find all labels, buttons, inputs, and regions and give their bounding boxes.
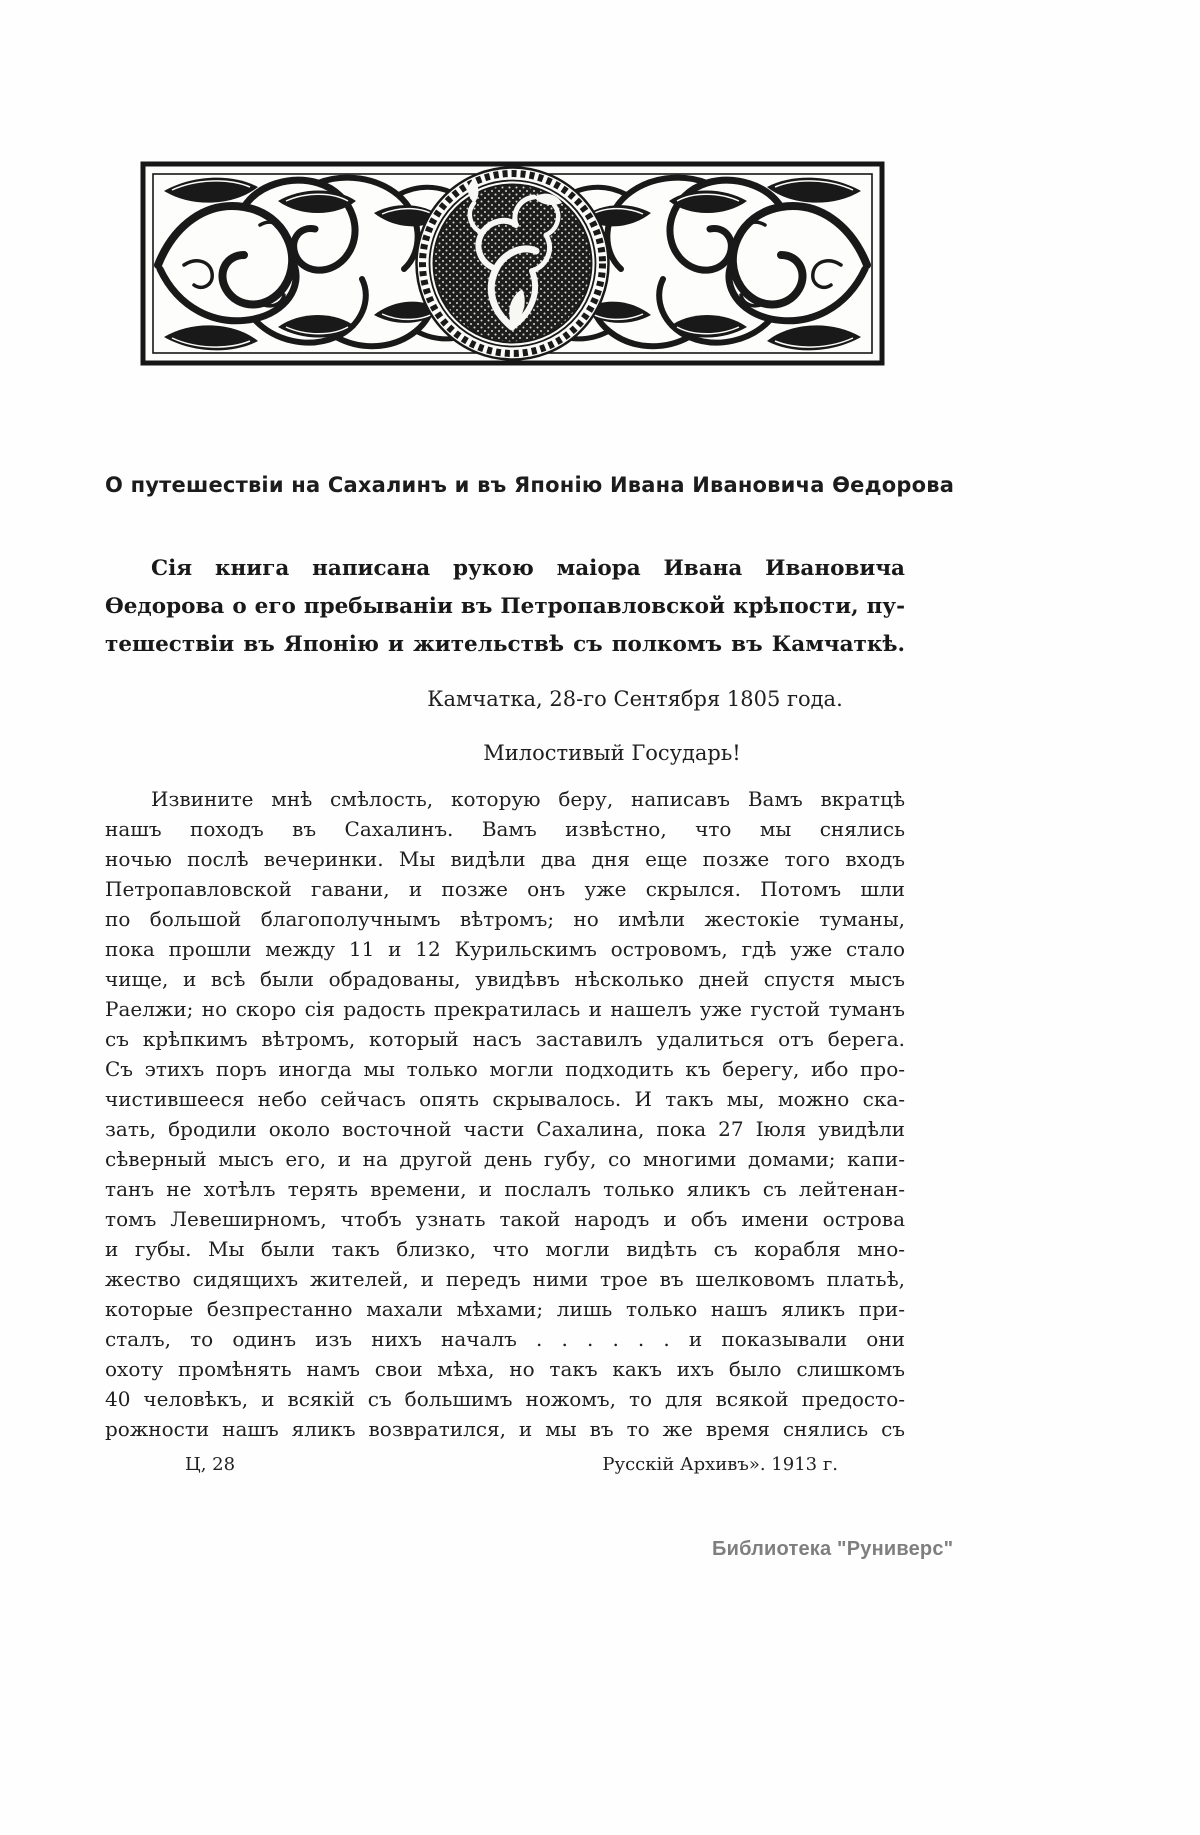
dateline: Камчатка, 28-го Сентября 1805 года. bbox=[427, 687, 843, 711]
body-line: зать, бродили около восточной части Сахалина, пока 27 Іюля увидѣли bbox=[105, 1117, 905, 1141]
body-line: 40 человѣкъ, и всякій съ большимъ ножомъ, то для всякой предосто- bbox=[105, 1387, 905, 1411]
body-line: жество сидящихъ жителей, и передъ ними трое въ шелковомъ платьѣ, bbox=[105, 1267, 905, 1291]
body-line: охоту промѣнять намъ свои мѣха, но такъ какъ ихъ было слишкомъ bbox=[105, 1357, 905, 1381]
body-line: чище, и всѣ были обрадованы, увидѣвъ нѣсколько дней спустя мысъ bbox=[105, 967, 905, 991]
journal-imprint: Русскій Архивъ». 1913 г. bbox=[602, 1454, 838, 1475]
page-footer bbox=[105, 1452, 905, 1478]
text-column bbox=[105, 468, 955, 1478]
article-title: О путешествіи на Сахалинъ и въ Японію Ивана Ивановича Ѳедорова bbox=[105, 473, 955, 497]
editorial-note-line: Сія книга написана рукою маіора Ивана Ивановича bbox=[151, 556, 905, 581]
signature-mark: Ц, 28 bbox=[185, 1454, 236, 1475]
editorial-note-paragraph bbox=[105, 550, 905, 664]
editorial-note-line: тешествіи въ Японію и жительствѣ съ полкомъ въ Камчаткѣ. bbox=[105, 632, 905, 657]
body-line: и губы. Мы были такъ близко, что могли видѣть съ корабля мно- bbox=[105, 1237, 905, 1261]
body-line: чистившееся небо сейчасъ опять скрывалось. И такъ мы, можно ска- bbox=[105, 1087, 905, 1111]
body-line: нашъ походъ въ Сахалинъ. Вамъ извѣстно, что мы снялись bbox=[105, 817, 905, 841]
body-line: Раелжи; но скоро сія радость прекратилась и нашелъ уже густой туманъ bbox=[105, 997, 905, 1021]
body-line: сталъ, то одинъ изъ нихъ началъ . . . . . . и показывали они bbox=[105, 1327, 905, 1351]
engraved-headpiece-ornament bbox=[140, 161, 885, 366]
body-line: Петропавловской гавани, и позже онъ уже скрылся. Потомъ шли bbox=[105, 877, 905, 901]
body-line: по большой благополучнымъ вѣтромъ; но имѣли жестокіе туманы, bbox=[105, 907, 905, 931]
body-line: сѣверный мысъ его, и на другой день губу, со многими домами; капи- bbox=[105, 1147, 905, 1171]
body-line: ночью послѣ вечеринки. Мы видѣли два дня еще позже того входъ bbox=[105, 847, 905, 871]
editorial-note-line: Ѳедорова о его пребываніи въ Петропавловской крѣпости, пу- bbox=[105, 594, 905, 619]
central-medallion bbox=[417, 168, 609, 360]
body-line: которые безпрестанно махали мѣхами; лишь только нашъ яликъ при- bbox=[105, 1297, 905, 1321]
salutation: Милостивый Государь! bbox=[483, 741, 741, 765]
body-line: Извините мнѣ смѣлость, которую беру, написавъ Вамъ вкратцѣ bbox=[151, 787, 905, 811]
body-line: томъ Левеширномъ, чтобъ узнать такой народъ и объ имени острова bbox=[105, 1207, 905, 1231]
body-line: танъ не хотѣлъ терять времени, и послалъ только яликъ съ лейтенан- bbox=[105, 1177, 905, 1201]
body-line: съ крѣпкимъ вѣтромъ, который насъ заставилъ удалиться отъ берега. bbox=[105, 1027, 905, 1051]
letter-body-paragraph bbox=[105, 784, 905, 1444]
body-line: рожности нашъ яликъ возвратился, и мы въ то же время снялись съ bbox=[105, 1417, 905, 1441]
body-line: пока прошли между 11 и 12 Курильскимъ островомъ, гдѣ уже стало bbox=[105, 937, 905, 961]
library-watermark: Библиотека "Руниверс" bbox=[712, 1538, 954, 1560]
body-line: Съ этихъ поръ иногда мы только могли подходить къ берегу, ибо про- bbox=[105, 1057, 905, 1081]
